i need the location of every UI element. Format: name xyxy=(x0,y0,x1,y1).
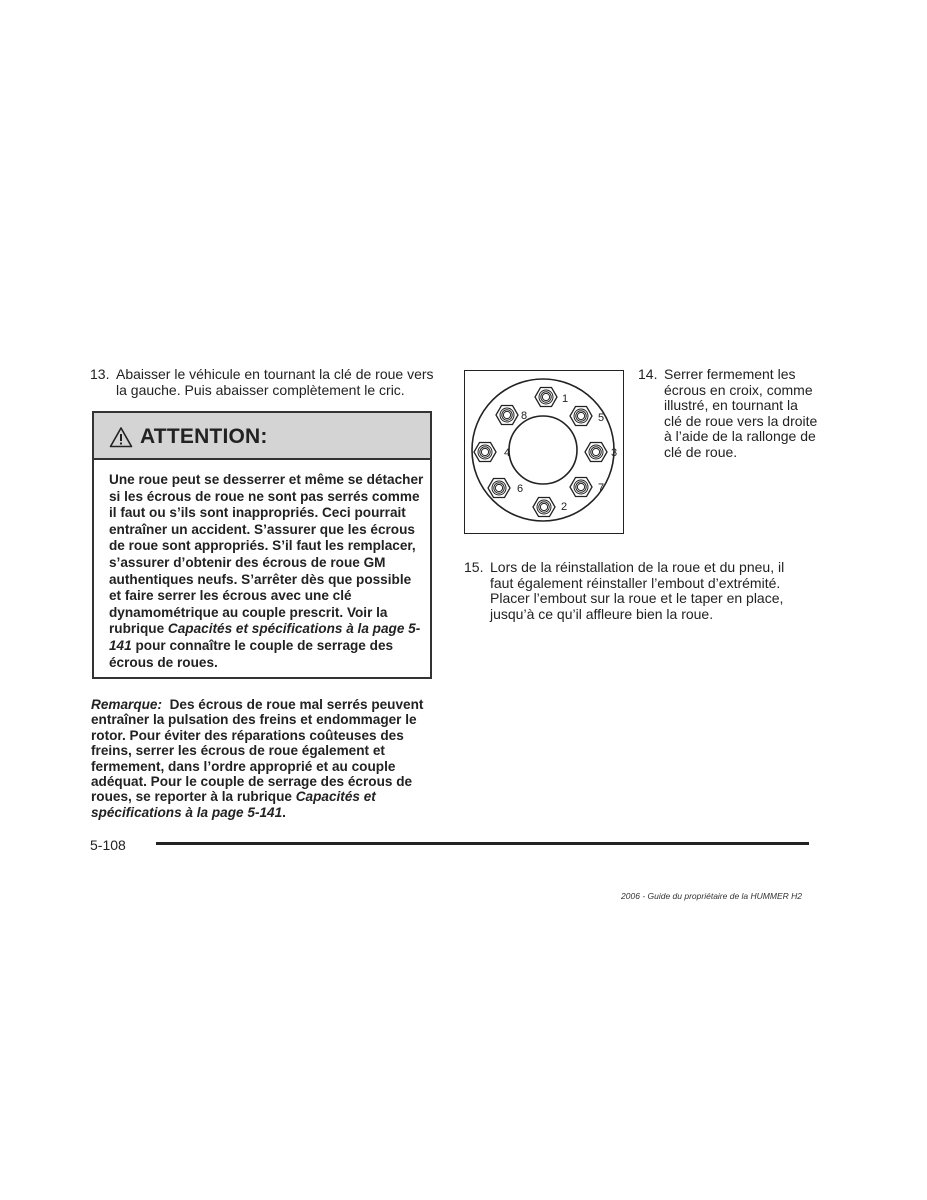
note-text: Des écrous de roue mal serrés peuvent entraîner la pulsation des freins et endommager le rotor. Pour éviter des réparations coûteuses des freins, serrer les écrous de roue également et fermement, dans l’ordre approprié et au couple adéquat. Pour le couple de serrage des écrous de roues, se reporter à la rubrique xyxy=(91,697,424,805)
warning-text xyxy=(109,472,424,671)
page-number: 5-108 xyxy=(90,837,126,853)
note-paragraph xyxy=(91,697,441,820)
step-number: 14. xyxy=(638,366,658,382)
step-text: Lors de la réinstallation de la roue et du pneu, il faut également réinstaller l’embout d’extrémité. Placer l’embout sur la roue et le taper en place, jusqu’à ce qu’il affleure bien la roue. xyxy=(490,559,785,622)
warning-box xyxy=(92,411,432,679)
lug-nut-label: 2 xyxy=(561,501,568,513)
step-number: 15. xyxy=(464,559,484,575)
warning-text-before: Une roue peut se desserrer et même se détacher si les écrous de roue ne sont pas serrés comme il faut ou s’ils sont inappropriés. Ceci pourrait entraîner un accident. S’assurer que les écrous de roue sont appropriés. S’il faut les remplacer, s’assurer d’obtenir des écrous de roue GM authentiques neufs. S’arrêter dès que possible et faire serrer les écrous avec une clé dynamométrique au couple prescrit. Voir la rubrique xyxy=(109,472,424,637)
warning-text-after: pour connaître le couple de serrage des écrous de roues. xyxy=(109,637,394,670)
lug-nut-diagram xyxy=(464,370,624,534)
warning-triangle-icon xyxy=(109,426,133,448)
lug-nut-label: 7 xyxy=(598,482,605,494)
warning-link: Capacités et spécifications à la page 5-141 xyxy=(109,621,421,653)
step-13 xyxy=(90,367,440,401)
note-label: Remarque: xyxy=(91,697,163,712)
lug-nut-label: 8 xyxy=(521,410,528,422)
note-end: . xyxy=(282,804,286,820)
step-text: Serrer fermement les écrous en croix, comme illustré, en tournant la clé de roue vers la droite à l’aide de la rallonge de clé de roue. xyxy=(664,366,818,460)
lug-nut-label: 4 xyxy=(504,447,511,459)
step-number: 13. xyxy=(90,366,110,382)
lug-nut-label: 6 xyxy=(517,483,524,495)
page-divider xyxy=(156,842,809,845)
warning-header xyxy=(94,413,430,460)
lug-nut-label: 1 xyxy=(562,393,569,405)
wheel-illustration xyxy=(465,371,622,532)
lug-nut-label: 3 xyxy=(611,447,618,459)
footer-text: 2006 - Guide du propriétaire de la HUMMER H2 xyxy=(621,891,802,901)
wheel-hub xyxy=(509,416,577,484)
note-link: Capacités et spécifications à la page 5-141 xyxy=(91,789,376,820)
step-text: Abaisser le véhicule en tournant la clé de roue vers la gauche. Puis abaisser complètement le cric. xyxy=(116,366,434,398)
lug-nut-label: 5 xyxy=(598,412,605,424)
warning-title: ATTENTION: xyxy=(140,425,268,448)
